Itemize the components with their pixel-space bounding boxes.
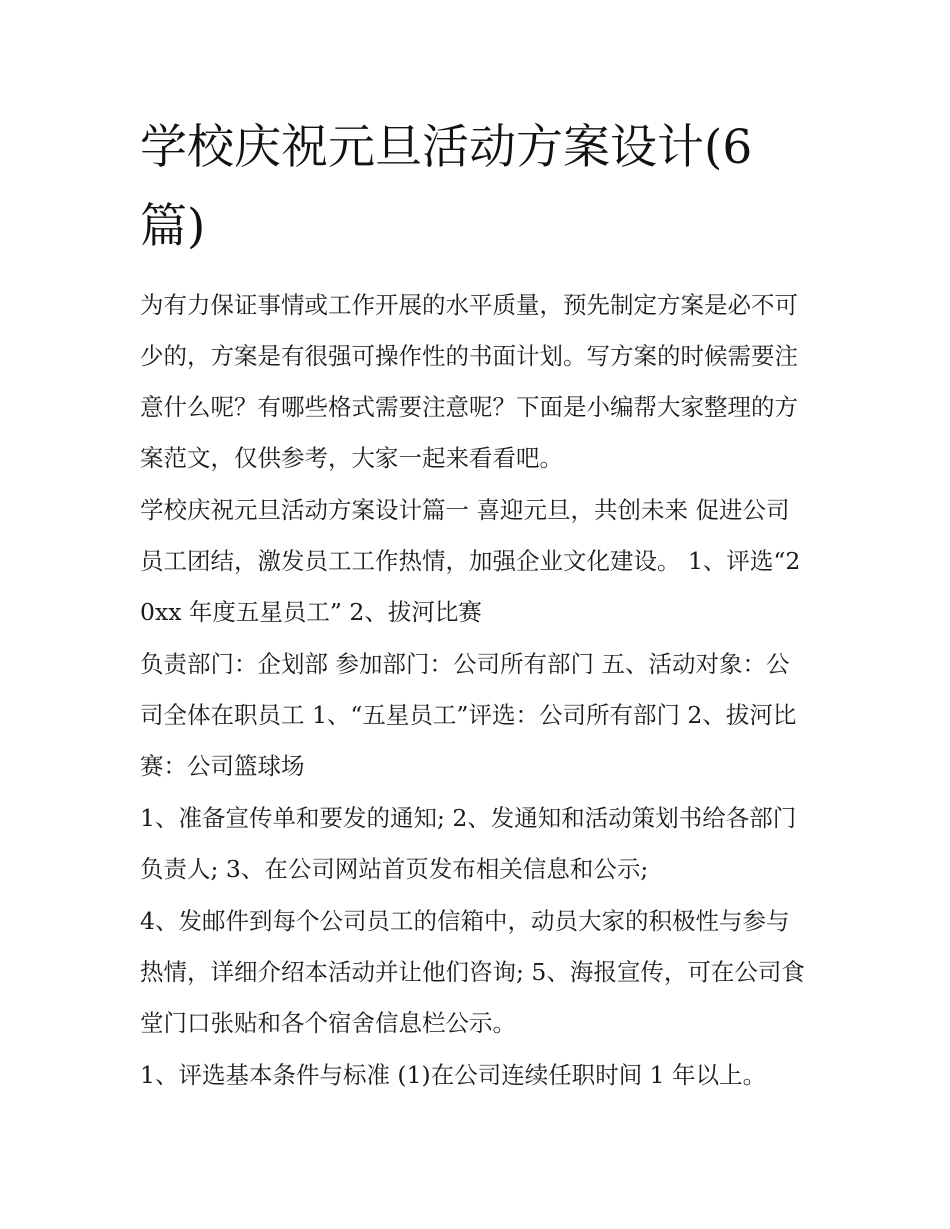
paragraph-theme: 学校庆祝元旦活动方案设计篇一 喜迎元旦，共创未来 促进公司员工团结，激发员工工作热情，加强企业文化建设。 1、评选“20xx 年度五星员工” 2、拔河比赛 (140, 496, 801, 626)
paragraph-departments: 负责部门：企划部 参加部门：公司所有部门 五、活动对象：公司全体在职员工 1、“五星员工”评选：公司所有部门 2、拔河比赛：公司篮球场 (140, 650, 797, 780)
paragraph-intro: 为有力保证事情或工作开展的水平质量，预先制定方案是必不可少的，方案是有很强可操作性的书面计划。写方案的时候需要注意什么呢？有哪些格式需要注意呢？下面是小编帮大家整理的方案范文，仅供参考，大家一起来看看吧。 (140, 291, 798, 472)
document-title: 学校庆祝元旦活动方案设计(6篇) (140, 120, 753, 254)
paragraph-criteria: 1、评选基本条件与标准 (1)在公司连续任职时间 1 年以上。 (140, 1061, 767, 1089)
document-body (140, 108, 812, 1101)
paragraph-preparation: 1、准备宣传单和要发的通知; 2、发通知和活动策划书给各部门负责人; 3、在公司网站首页发布相关信息和公示; (140, 804, 797, 883)
paragraph-promotion: 4、发邮件到每个公司员工的信箱中，动员大家的积极性与参与热情，详细介绍本活动并让他们咨询; 5、海报宣传，可在公司食堂门口张贴和各个宿舍信息栏公示。 (140, 907, 805, 1037)
